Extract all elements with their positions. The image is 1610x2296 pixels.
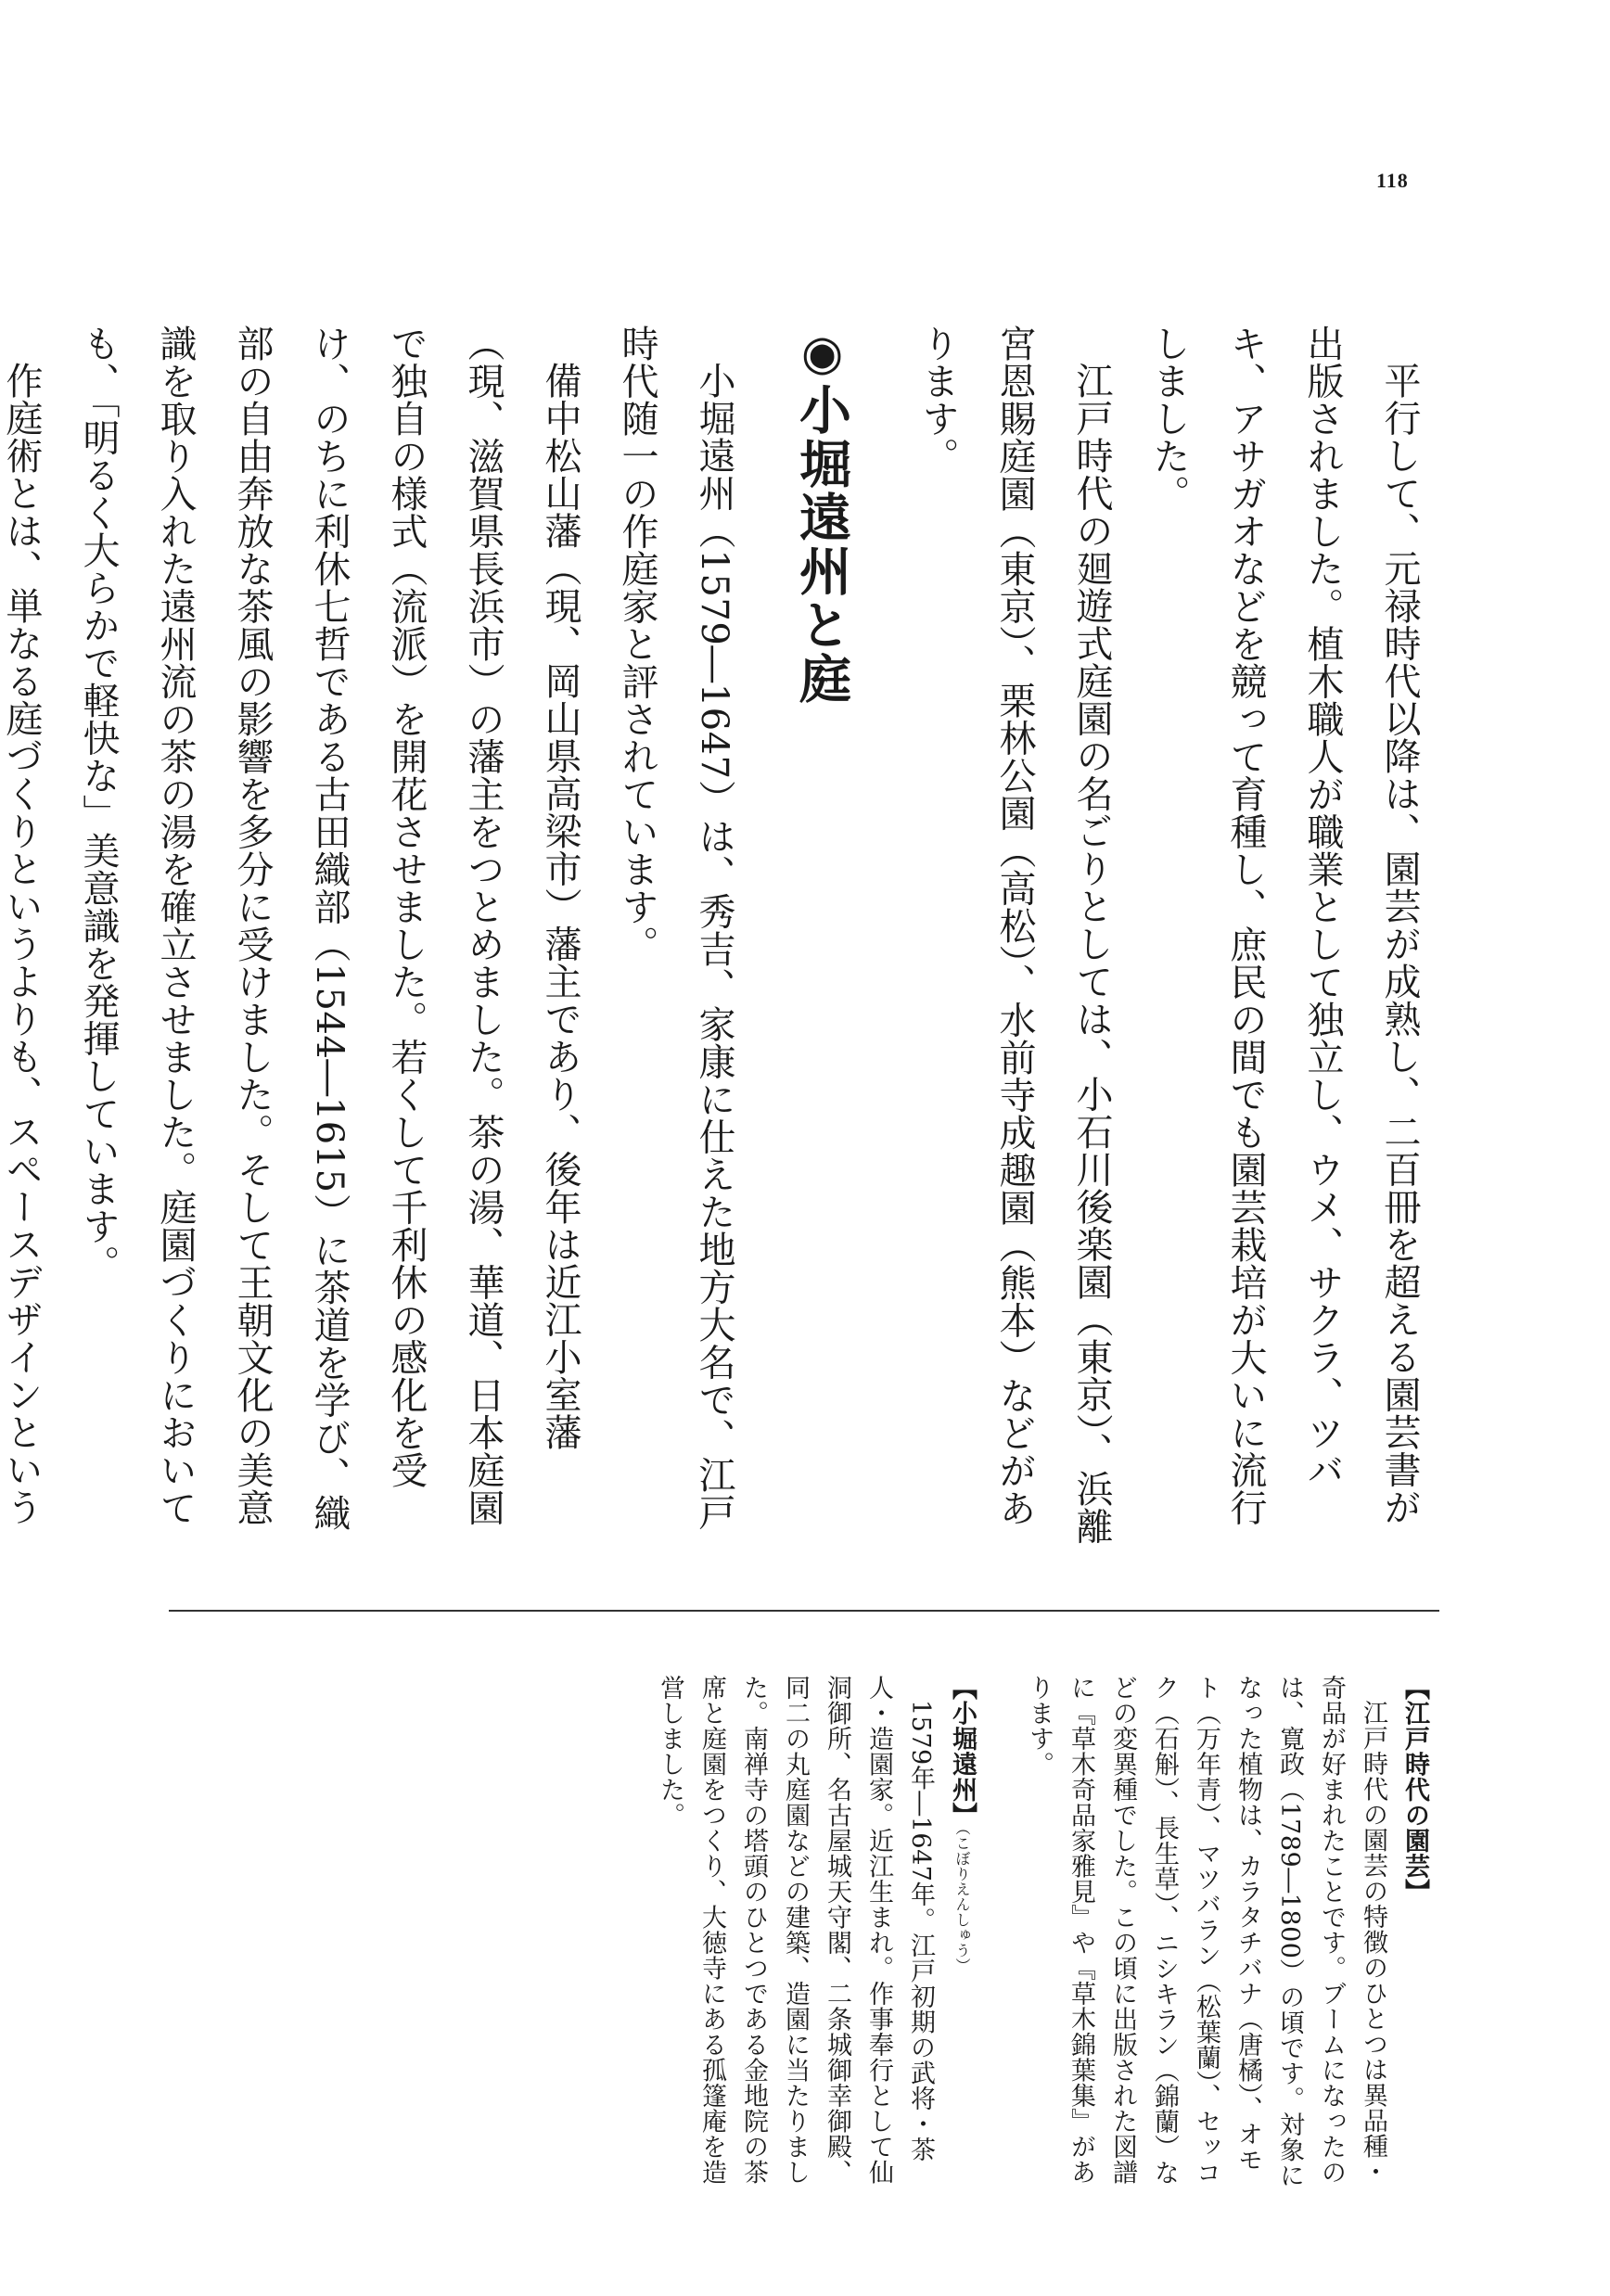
page-number: 118	[1376, 169, 1409, 192]
footnotes	[378, 1675, 1436, 2194]
section-spacer	[862, 325, 899, 1558]
section-bullet-icon: ◉	[794, 325, 850, 383]
paragraph-kobori-intro: 小堀遠州（1579―1647）は、秀吉、家康に仕えた地方大名で、江戸時代随一の作庭家と評されています。	[616, 325, 735, 1531]
note-gap	[983, 1675, 1018, 2194]
note-edo-horticulture-text: 江戸時代の園芸の特徴のひとつは異品種・奇品が好まれたことです。ブームになったのは、寛政（1789―1800）の頃です。対象になった植物は、カラタチバナ（唐橘）、オモト（万年青）、マツバラン（松葉蘭）、セッコク（石斛）、長生草）、ニシキラン（錦蘭）などの変異種でした。この頃に出版された図譜に『草木奇品家雅見』や『草木錦葉集』があります。	[1025, 1675, 1387, 2188]
paragraph-garden-art: 作庭術とは、単なる庭づくりというよりも、スペースデザインという	[0, 362, 43, 1526]
note-kobori-heading	[941, 1675, 983, 2194]
note-kobori-text: 1579年―1647年。江戸初期の武将・茶人・造園家。近江生まれ。作事奉行として仙洞御所、名古屋城天守閣、二条城御幸御殿、同二の丸庭園などの建築、造園に当たりました。南禅寺の塔頭のひとつである金地院の茶席と庭園をつくり、大徳寺にある孤篷庵を造営しました。	[656, 1675, 935, 2185]
section-title: 小堀遠州と庭	[791, 383, 852, 706]
paragraph-edo-horticulture: 平行して、元禄時代以降は、園芸が成熟し、二百冊を超える園芸書が出版されました。植木職人が職業として独立し、ウメ、サクラ、ツバキ、アサガオなどを競って育種し、庶民の間でも園芸栽培が大いに流行しました。	[1147, 325, 1421, 1526]
main-text	[0, 325, 1438, 1558]
paragraph-kobori-career: 備中松山藩（現、岡山県高梁市）藩主であり、後年は近江小室藩（現、滋賀県長浜市）の藩主をつとめました。茶の湯、華道、日本庭園で独自の様式（流派）を開花させました。若くして千利休の感化を受け、のちに利休七哲である古田織部（1544―1615）に茶道を学び、織部の自由奔放な茶風の影響を多分に受けました。そして王朝文化の美意識を取り入れた遠州流の茶の湯を確立させました。庭園づくりにおいても、「明るく大らかで軽快な」美意識を発揮しています。	[77, 325, 581, 1532]
note-edo-horticulture-heading: 【江戸時代の園芸】	[1400, 1675, 1429, 1905]
footnote-divider	[169, 1610, 1439, 1612]
note-kobori-title: 【小堀遠州】	[948, 1675, 977, 1828]
note-kobori-reading: （こぼりえんしゅう）	[953, 1828, 971, 1973]
paragraph-edo-gardens: 江戸時代の廻遊式庭園の名ごりとしては、小石川後楽園（東京）、浜離宮恩賜庭園（東京）、栗林公園（高松）、水前寺成趣園（熊本）などがあります。	[916, 325, 1113, 1545]
section-heading	[782, 325, 862, 1558]
